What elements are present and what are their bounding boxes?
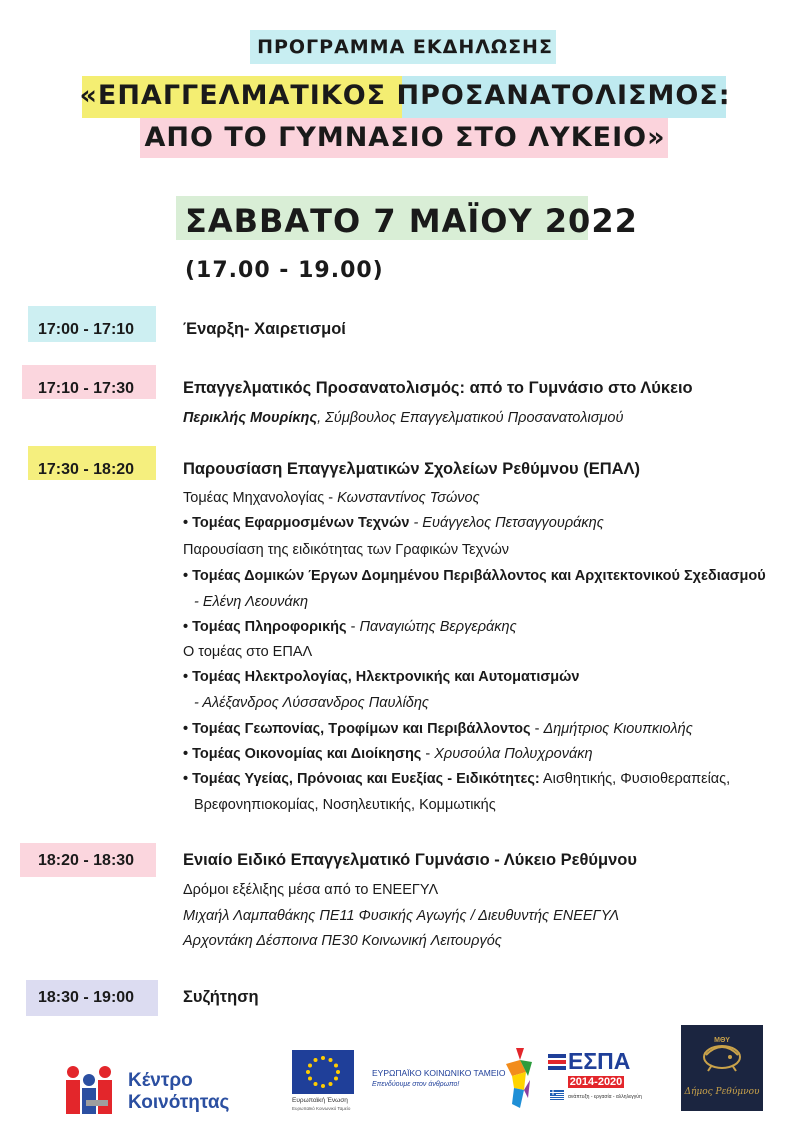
- kentro-koinotitas-logo: [66, 1064, 246, 1116]
- slot-4-line-3: [183, 933, 502, 949]
- dimos-rethymnou-logo: [681, 1025, 763, 1111]
- eu-stars-icon: [292, 1050, 354, 1094]
- event-title-line1: [0, 80, 810, 111]
- eu-flag-logo: [292, 1050, 356, 1118]
- slot-5-time: 18:30 - 19:00: [38, 989, 135, 1006]
- speaker-role: , Σύμβουλος Επαγγελματικού Προσανατολισμού: [317, 410, 624, 426]
- slot-1-title: Έναρξη- Χαιρετισμοί: [183, 320, 346, 338]
- sector-name: Τομέας Μηχανολογίας -: [183, 490, 338, 506]
- presenter-name: - Ελένη Λεουνάκη: [194, 594, 309, 610]
- sector-name: • Τομέας Πληροφορικής: [183, 619, 347, 635]
- kentro-line1: Κέντρο: [128, 1070, 193, 1091]
- slot-3-line-13: Βρεφονηπιοκομίας, Νοσηλευτικής, Κομμωτικής: [194, 797, 496, 813]
- slot-3-line-5: [194, 594, 308, 610]
- eu-sub: Ευρωπαϊκό Κοινωνικό Ταμείο: [292, 1106, 351, 1111]
- slot-3-line-2: [183, 515, 604, 531]
- presenter-name: Παναγιώτης Βεργεράκης: [359, 619, 517, 635]
- ekt-title: ΕΥΡΩΠΑΪΚΟ ΚΟΙΝΩΝΙΚΟ ΤΑΜΕΙΟ: [372, 1068, 506, 1078]
- slot-3-line-6: [183, 619, 517, 635]
- slot-3-line-4: [183, 568, 766, 584]
- slot-2-speaker: [183, 410, 623, 426]
- separator: -: [530, 721, 544, 737]
- slot-4-line-1: Δρόμοι εξέλιξης μέσα από το ΕΝΕΕΓΥΛ: [183, 882, 439, 898]
- slot-3-time: 17:30 - 18:20: [38, 461, 135, 478]
- slot-3-line-9: [194, 695, 429, 711]
- slot-3-line-8: [183, 669, 579, 685]
- slot-2-title: Επαγγελματικός Προσανατολισμός: από το Γυμνάσιο στο Λύκειο: [183, 379, 693, 397]
- presenter-name: Χρυσούλα Πολυχρονάκη: [434, 746, 593, 762]
- kentro-line2: Κοινότητας: [128, 1092, 230, 1113]
- event-hours: (17.00 - 19.00): [185, 258, 384, 283]
- speaker: Μιχαήλ Λαμπαθάκης ΠΕ11 Φυσικής Αγωγής / Διευθυντής ΕΝΕΕΓΥΛ: [183, 908, 620, 924]
- dimos-name: Δήμος Ρεθύμνου: [684, 1087, 760, 1097]
- presenter-name: - Ευάγγελος Πετσαγγουράκης: [409, 515, 604, 531]
- slot-3-line-11: [183, 746, 593, 762]
- sector-name: • Τομέας Δομικών Έργων Δομημένου Περιβάλλοντος και Αρχιτεκτονικού Σχεδιασμού: [183, 568, 766, 584]
- people-icon: [66, 1066, 124, 1114]
- slot-3-line-1: [183, 490, 480, 506]
- slot-3-line-12: [183, 771, 730, 787]
- sector-name: • Τομέας Ηλεκτρολογίας, Ηλεκτρονικής και Αυτοματισμών: [183, 669, 580, 685]
- espa-logo: [548, 1048, 642, 1116]
- espa-years: 2014-2020: [569, 1076, 623, 1088]
- slot-3-line-3: Παρουσίαση της ειδικότητας των Γραφικών Τεχνών: [183, 542, 510, 558]
- slot-3-title: Παρουσίαση Επαγγελματικών Σχολείων Ρεθύμνου (ΕΠΑΛ): [183, 460, 641, 478]
- colorful-figure-icon: [502, 1046, 536, 1110]
- slot-3-line-10: [183, 721, 693, 737]
- slot-3-line-7: Ο τομέας στο ΕΠΑΛ: [183, 644, 313, 660]
- slot-2-time: 17:10 - 17:30: [38, 380, 135, 397]
- slot-5-title: Συζήτηση: [183, 988, 259, 1006]
- espa-bars-icon: [548, 1054, 566, 1076]
- dimos-badge: ΜΘΥ: [714, 1037, 730, 1044]
- sector-name: • Τομέας Οικονομίας και Διοίκησης: [183, 746, 422, 762]
- ekt-logo: [372, 1050, 538, 1112]
- sector-name: • Τομέας Εφαρμοσμένων Τεχνών: [183, 515, 410, 531]
- slot-4-line-2: [183, 908, 619, 924]
- speaker-name: Περικλής Μουρίκης: [183, 410, 318, 426]
- espa-sub: ανάπτυξη - εργασία - αλληλεγγύη: [568, 1094, 642, 1100]
- specialties: Αισθητικής, Φυσιοθεραπείας,: [539, 771, 731, 787]
- slot-1-time: 17:00 - 17:10: [38, 321, 135, 338]
- sector-name: • Τομέας Γεωπονίας, Τροφίμων και Περιβάλλοντος: [183, 721, 531, 737]
- separator: -: [421, 746, 435, 762]
- title-part-a: «ΕΠΑΓΓΕΛΜΑΤΙΚΟΣ: [79, 80, 387, 111]
- presenter-name: Κωνσταντίνος Τσώνος: [337, 490, 480, 506]
- eu-caption: Ευρωπαϊκή Ένωση: [292, 1097, 348, 1104]
- slot-4-title: Ενιαίο Ειδικό Επαγγελματικό Γυμνάσιο - Λύκειο Ρεθύμνου: [183, 851, 637, 869]
- title-part-b: ΠΡΟΣΑΝΑΤΟΛΙΣΜΟΣ:: [396, 80, 731, 111]
- slot-4-time: 18:20 - 18:30: [38, 852, 135, 869]
- event-date: ΣΑΒΒΑΤΟ 7 ΜΑΪΟΥ 2022: [185, 202, 638, 240]
- greek-flag-icon: [550, 1090, 564, 1100]
- espa-title: ΕΣΠΑ: [568, 1048, 631, 1074]
- program-label: ΠΡΟΓΡΑΜΜΑ ΕΚΔΗΛΩΣΗΣ: [257, 36, 553, 58]
- sector-name: • Τομέας Υγείας, Πρόνοιας και Ευεξίας: [183, 771, 444, 787]
- separator: -: [346, 619, 360, 635]
- presenter-name: - Αλέξανδρος Λύσσανδρος Παυλίδης: [194, 695, 429, 711]
- event-title-line2: ΑΠΟ ΤΟ ΓΥΜΝΑΣΙΟ ΣΤΟ ΛΥΚΕΙΟ»: [144, 122, 666, 153]
- specialties-label: - Ειδικότητες:: [443, 771, 540, 787]
- presenter-name: Δημήτριος Κιουπκιολής: [543, 721, 693, 737]
- ekt-sub: Επενδύουμε στον άνθρωπο!: [372, 1081, 460, 1088]
- speaker: Αρχοντάκη Δέσποινα ΠΕ30 Κοινωνική Λειτουργός: [183, 933, 502, 949]
